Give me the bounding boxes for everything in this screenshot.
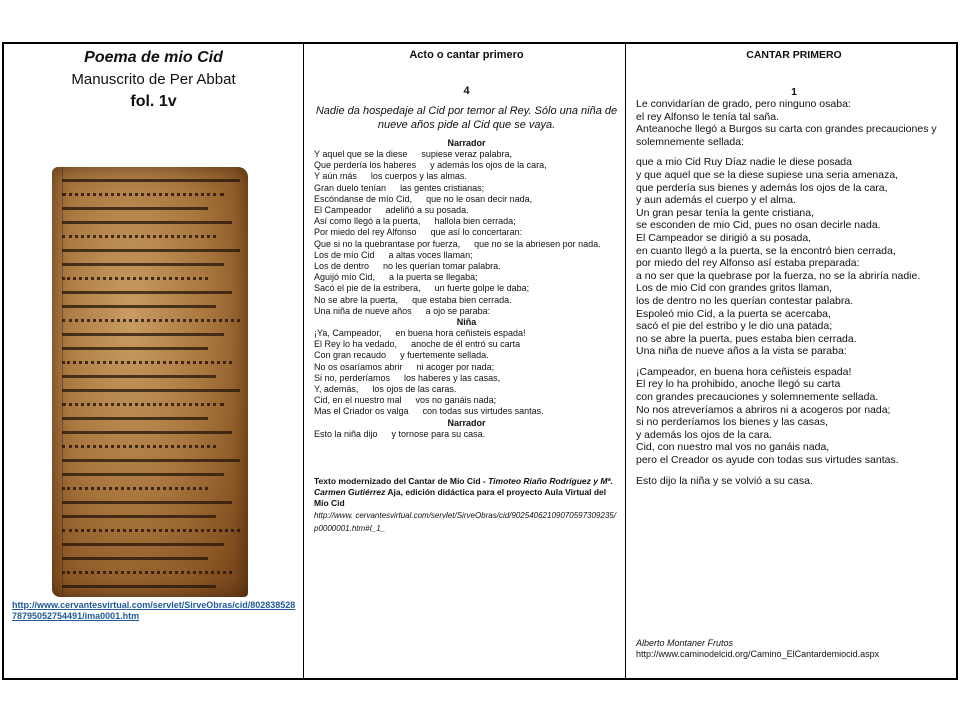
act-heading: Acto o cantar primero [409, 49, 524, 61]
verse-line: por miedo del rey Alfonso así estaba preparada: [636, 257, 860, 270]
verse-line: ¡Campeador, en buena hora ceñisteis espada! [636, 365, 852, 378]
manuscript-text-line [62, 361, 232, 364]
manuscript-text-line [62, 501, 232, 504]
manuscript-text-line [62, 431, 232, 434]
poem-title: Poema de mio Cid [84, 49, 223, 66]
speaker-label: Narrador [447, 138, 486, 148]
speaker-label: Narrador [447, 417, 486, 428]
author-credit [636, 638, 879, 660]
verse-line: Esto la niña dijo y tornose para su casa. [314, 428, 486, 439]
manuscript-text-line [62, 347, 208, 350]
manuscript-subtitle: Manuscrito de Per Abbat [71, 71, 236, 88]
verse-line: el rey Alfonso le tenía tal saña. [636, 110, 780, 123]
manuscript-text-line [62, 291, 232, 294]
manuscript-text-line [62, 515, 216, 518]
verse-line: Por miedo del rey Alfonso que así lo concertaran: [314, 227, 523, 238]
manuscript-source-link[interactable]: http://www.cervantesvirtual.com/servlet/SirveObras/cid/80283852878795052754491/ima0001.htm [12, 600, 296, 621]
manuscript-text-line [62, 193, 224, 196]
verse-line: Un gran pesar tenía la gente cristiana, [636, 206, 815, 219]
verse-line: Los de mio Cid con grandes gritos llaman, [636, 282, 833, 295]
verse-line: que perdería sus bienes y además los ojos de la cara, [636, 181, 888, 194]
verse-line: Mas el Criador os valga con todas sus virtudes santas. [314, 406, 544, 417]
manuscript-text-line [62, 375, 216, 378]
verse-line: No se abre la puerta, que estaba bien cerrada. [314, 294, 512, 305]
manuscript-text-line [62, 445, 216, 448]
verse-line: Cid, con nuestro mal vos no ganáis nada, [636, 441, 830, 454]
verse-line: Que si no la quebrantase por fuerza, que no se la abriesen por nada. [314, 238, 601, 249]
manuscript-text-line [62, 333, 224, 336]
verse-line: Escóndanse de mío Cid, que no le osan decir nada, [314, 193, 533, 204]
verse-line: Gran duelo tenían las gentes cristianas; [314, 182, 485, 193]
manuscript-text-line [62, 403, 224, 406]
author-url[interactable]: http://www.caminodelcid.org/Camino_ElCantardemiocid.aspx [636, 649, 880, 659]
verse-line: Que perdería los haberes y además los ojos de la cara, [314, 160, 547, 171]
verse-line: y además los ojos de la cara. [636, 428, 772, 441]
manuscript-text-line [62, 473, 224, 476]
manuscript-text-line [62, 305, 216, 308]
verse-block [636, 156, 952, 358]
verse-line: Una niña de nueve años a la vista se paraba: [636, 345, 847, 358]
cantar-heading: CANTAR PRIMERO [746, 49, 842, 61]
verse-line: Esto dijo la niña y se volvió a su casa. [636, 474, 813, 487]
verse-line: Y aquel que se la diese supiese veraz palabra, [314, 149, 512, 159]
verse-line: Una niña de nueve años a ojo se paraba: [314, 305, 491, 316]
citation-author: Timoteo Riaño Rodríguez y Mª. Carmen Gutiérrez [314, 475, 613, 497]
verse-line: El Campeador se dirigió a su posada, [636, 231, 812, 244]
verse-line: se esconden de mio Cid, pues no osan decirle nada. [636, 219, 881, 232]
citation: Texto modernizado del Cantar de Mío Cid - Timoteo Riaño Rodríguez y Mª. Carmen Gutiérrez Aja, edición didáctica para el proyecto Aula Virtual del Mío Cid http://www. cervantesvirtual.com/servlet/SirveObras/cid/90254062109070597309235/p0000001.htm#I_1_ [314, 476, 619, 535]
verse-line: que a mio Cid Ruy Díaz nadie le diese posada [636, 156, 852, 169]
dialogue-lines [314, 328, 619, 418]
verse-line: en cuanto llegó a la puerta, se la encontró bien cerrada, [636, 244, 896, 257]
manuscript-text-line [62, 249, 240, 252]
manuscript-text-line [62, 319, 240, 322]
verse-line: Si no, perderíamos los haberes y las casas, [314, 372, 501, 383]
scene-summary: Nadie da hospedaje al Cid por temor al Rey. Sólo una niña de nueve años pide al Cid que se vaya. [315, 105, 618, 131]
manuscript-text-line [62, 543, 224, 546]
scene-number: 4 [463, 85, 470, 97]
verse-line: y aun además el cuerpo y el alma. [636, 194, 796, 207]
verse-line: No nos atreveríamos a abriros ni a acogeros por nada; [636, 403, 891, 416]
verse-block [636, 98, 952, 148]
manuscript-text-line [62, 557, 208, 560]
manuscript-text-line [62, 179, 240, 182]
manuscript-text-line [62, 263, 224, 266]
dialogue-sections [314, 138, 619, 440]
verse-line: Así como llegó a la puerta, hallola bien cerrada; [314, 216, 516, 227]
citation-url[interactable]: http://www. cervantesvirtual.com/servlet/SirveObras/cid/90254062109070597309235/p0000001.htm#I_1_ [314, 510, 616, 533]
verse-line: y que aquel que se la diese supiese una seria amenaza, [636, 168, 899, 181]
manuscript-text-line [62, 571, 232, 574]
manuscript-text-line [62, 529, 240, 532]
verse-block [636, 366, 952, 467]
manuscript-text-line [62, 207, 208, 210]
modern-verse [636, 98, 952, 487]
dialogue-lines [314, 429, 619, 440]
verse-line: Cid, en el nuestro mal vos no ganáis nada; [314, 395, 497, 406]
verse-line: no se abre la puerta, pues estaba bien cerrada. [636, 332, 857, 345]
verse-line: El Rey lo ha vedado, anoche de él entró su carta [314, 339, 521, 350]
speaker-label: Niña [456, 317, 477, 328]
verse-line: con grandes precauciones y solemnemente sellada. [636, 391, 879, 404]
manuscript-image [52, 167, 248, 597]
verse-line: Y, además, los ojos de las caras. [314, 384, 457, 395]
verse-line: Sacó el pie de la estribera, un fuerte golpe le daba; [314, 283, 530, 294]
verse-line: El rey lo ha prohibido, anoche llegó su carta [636, 378, 841, 391]
manuscript-text-line [62, 221, 232, 224]
folio-label: fol. 1v [130, 93, 177, 110]
verse-line: No os osaríamos abrir ni acoger por nada; [314, 361, 495, 372]
verse-line: Anteanoche llegó a Burgos su carta con grandes precauciones y solemnemente sellada: [636, 123, 937, 148]
modern-text-column [626, 44, 956, 678]
stanza-number: 1 [791, 86, 797, 98]
manuscript-text-line [62, 459, 240, 462]
verse-line: Le convidarían de grado, pero ninguno osaba: [636, 98, 851, 110]
content-table [2, 42, 958, 680]
verse-line: sacó el pie del estribo y le dio una patada; [636, 320, 833, 333]
verse-line: Aguijó mío Cid, a la puerta se llegaba; [314, 272, 478, 283]
verse-line: Y aún más los cuerpos y las almas. [314, 171, 467, 182]
dramatized-column [304, 44, 626, 678]
verse-line: Espoleó mio Cid, a la puerta se acercaba, [636, 307, 831, 320]
verse-line: El Campeador adeliñó a su posada. [314, 205, 469, 216]
verse-line: Con gran recaudo y fuertemente sellada. [314, 350, 489, 361]
manuscript-text-line [62, 235, 216, 238]
verse-line: ¡Ya, Campeador, en buena hora ceñisteis espada! [314, 328, 526, 339]
verse-line: los de dentro no les querían contestar palabra. [636, 294, 854, 307]
author-name: Alberto Montaner Frutos [636, 638, 734, 648]
verse-line: Los de mío Cid a altas voces llaman; [314, 249, 473, 260]
verse-line: pero el Creador os ayude con todas sus virtudes santas. [636, 454, 899, 467]
manuscript-text-line [62, 487, 208, 490]
verse-line: si no perderíamos los bienes y las casas, [636, 416, 829, 429]
manuscript-text-line [62, 417, 208, 420]
dialogue-lines [314, 149, 619, 317]
manuscript-text-line [62, 389, 240, 392]
verse-line: Los de dentro no les querían tomar palabra. [314, 261, 501, 272]
manuscript-column [4, 44, 304, 678]
verse-line: a no ser que la quebrase por la fuerza, no se la abriría nadie. [636, 269, 921, 282]
verse-block [636, 475, 952, 488]
manuscript-text-line [62, 585, 216, 588]
manuscript-text-line [62, 277, 208, 280]
